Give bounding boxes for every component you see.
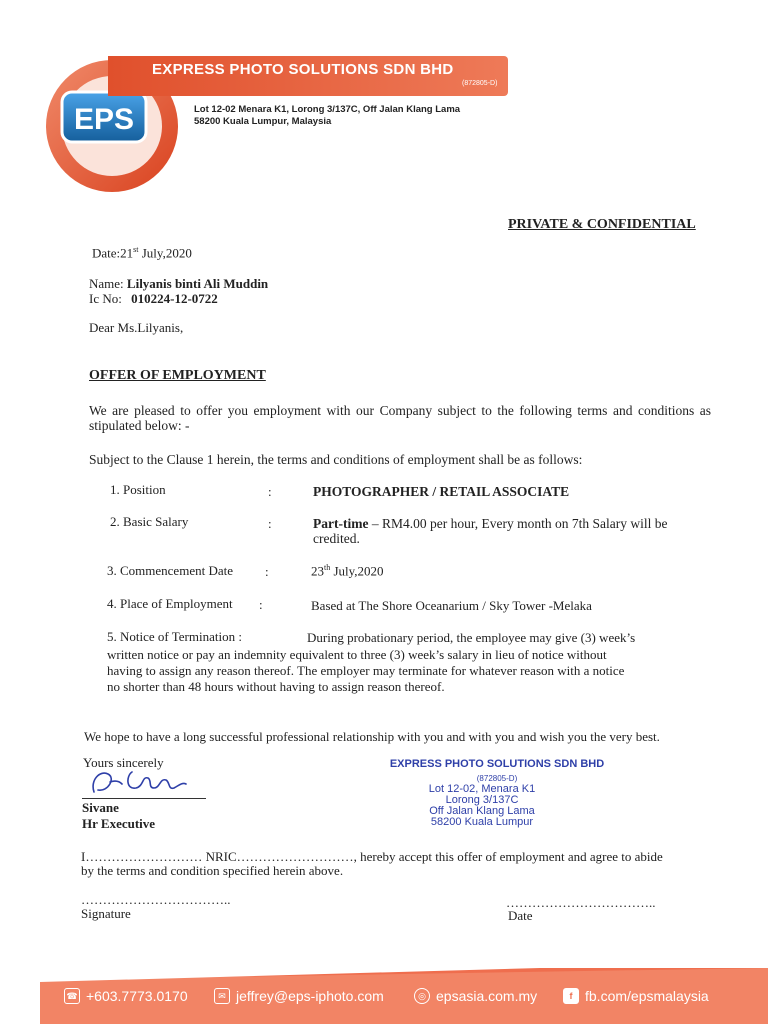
salary-text: – RM4.00 per hour, Every month on 7th Salary will be credited. — [313, 516, 668, 546]
term-position-value: PHOTOGRAPHER / RETAIL ASSOCIATE — [313, 484, 570, 499]
email-text: jeffrey@eps-iphoto.com — [236, 988, 384, 1004]
acceptance-line-1: I……………………… NRIC………………………, hereby accept this offer of employment and agree to abide — [81, 849, 663, 864]
signature-label: Signature — [81, 906, 131, 921]
signature-line — [82, 798, 206, 799]
salutation: Dear Ms.Lilyanis, — [89, 320, 184, 335]
website-text: epsasia.com.my — [436, 988, 538, 1004]
address-line-2: 58200 Kuala Lumpur, Malaysia — [194, 116, 332, 127]
term-commence-label: 3. Commencement Date — [107, 563, 233, 578]
term-position-label: 1. Position — [110, 482, 166, 497]
commence-sup: th — [324, 563, 331, 572]
logo-text: EPS — [73, 103, 135, 136]
company-name: EXPRESS PHOTO SOLUTIONS SDN BHD — [152, 61, 454, 78]
name-label: Name: — [89, 276, 124, 291]
yours-sincerely: Yours sincerely — [83, 755, 164, 770]
term-place-colon: : — [259, 597, 263, 612]
stamp-line-4: 58200 Kuala Lumpur — [430, 816, 534, 828]
notice-line-1: During probationary period, the employee may give (3) week’s — [307, 630, 636, 645]
company-address — [194, 104, 460, 128]
salary-type: Part-time — [313, 516, 369, 531]
term-place-value: Based at The Shore Oceanarium / Sky Tower -Melaka — [311, 598, 592, 613]
ic-value: 010224-12-0722 — [131, 291, 218, 306]
confidential-label: PRIVATE & CONFIDENTIAL — [508, 217, 696, 232]
company-stamp — [382, 758, 612, 828]
email-icon: ✉ — [214, 988, 230, 1004]
phone-text: +603.7773.0170 — [86, 988, 188, 1004]
notice-line-2: written notice or pay an indemnity equivalent to three (3) week’s salary in lieu of notice without — [107, 647, 607, 662]
term-salary-value — [313, 516, 713, 546]
date-dots: …………………………….. — [506, 895, 656, 910]
stamp-line-3: Off Jalan Klang Lama — [429, 805, 535, 817]
term-position-colon: : — [268, 484, 272, 499]
signature-dots: …………………………….. — [81, 892, 231, 907]
recipient-name — [89, 276, 268, 292]
facebook-icon: f — [563, 988, 579, 1004]
offer-title: OFFER OF EMPLOYMENT — [89, 368, 266, 383]
stamp-name: EXPRESS PHOTO SOLUTIONS SDN BHD — [389, 758, 605, 770]
term-salary-label: 2. Basic Salary — [110, 514, 189, 529]
footer-facebook[interactable] — [563, 988, 709, 1004]
commence-suffix: July,2020 — [330, 563, 384, 579]
facebook-text: fb.com/epsmalaysia — [585, 988, 709, 1004]
closing-line: We hope to have a long successful professional relationship with you and with you and wish you the very best. — [84, 729, 660, 744]
footer-phone[interactable] — [64, 988, 188, 1004]
phone-icon: ☎ — [64, 988, 80, 1004]
signer-name: Sivane — [82, 800, 119, 815]
company-reg: (872805-D) — [462, 80, 498, 87]
stamp-reg: (872805-D) — [476, 774, 518, 783]
subject-line: Subject to the Clause 1 herein, the terms and conditions of employment shall be as follows: — [89, 452, 583, 467]
term-notice-label: 5. Notice of Termination : — [107, 629, 242, 644]
date-prefix: Date:21 — [92, 245, 134, 261]
acceptance-line-2: by the terms and condition specified herein above. — [81, 863, 344, 878]
letter-date — [92, 245, 192, 261]
intro-paragraph: We are pleased to offer you employment with our Company subject to the following terms and conditions as stipulated below: - — [89, 403, 711, 433]
handwritten-signature — [86, 762, 196, 800]
recipient-ic — [89, 291, 218, 307]
notice-line-3: having to assign any reason thereof. The employer may terminate for whatever reason with a notice — [107, 663, 625, 678]
date-sup: st — [133, 245, 139, 254]
notice-line-4: no shorter than 48 hours without having to assign reason thereof. — [107, 679, 445, 694]
name-value: Lilyanis binti Ali Muddin — [126, 276, 269, 291]
term-place-label: 4. Place of Employment — [107, 596, 233, 611]
stamp-line-1: Lot 12-02, Menara K1 — [428, 783, 536, 795]
footer-website[interactable] — [414, 988, 537, 1004]
date-label: Date — [508, 908, 533, 923]
date-suffix: July,2020 — [138, 245, 192, 261]
stamp-line-2: Lorong 3/137C — [445, 794, 519, 806]
address-line-1: Lot 12-02 Menara K1, Lorong 3/137C, Off Jalan Klang Lama — [194, 104, 461, 115]
ic-label: Ic No: — [89, 291, 122, 306]
term-salary-colon: : — [268, 516, 272, 531]
signer-title: Hr Executive — [82, 816, 156, 831]
footer-email[interactable] — [214, 988, 384, 1004]
commence-prefix: 23 — [311, 563, 324, 579]
term-commence-value — [311, 563, 384, 579]
globe-icon: ◎ — [414, 988, 430, 1004]
term-commence-colon: : — [265, 564, 269, 579]
